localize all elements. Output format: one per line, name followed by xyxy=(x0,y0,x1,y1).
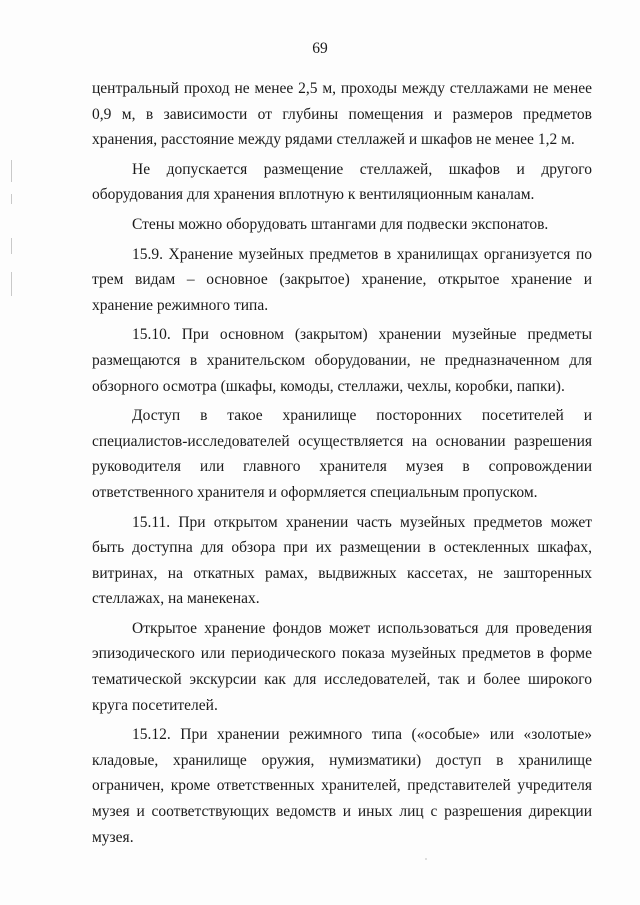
paragraph: Открытое хранение фондов может использоваться для проведения эпизодического или периодического показа музейных предметов в форме тематической экскурсии как для исследователей, так и более широкого круга посетителей. xyxy=(92,619,592,714)
scan-margin-marks xyxy=(8,160,18,300)
paragraph: Стены можно оборудовать штангами для подвески экспонатов. xyxy=(132,215,549,233)
paragraph: 15.12. При хранении режимного типа («особые» или «золотые» кладовые, хранилище оружия, нумизматики) доступ в хранилище ограничен, кроме ответственных хранителей, представителей учредителя музея и соответствующих ведомств и иных лиц с разрешения дирекции музея. xyxy=(92,726,592,846)
document-body xyxy=(92,76,592,854)
scan-speck xyxy=(425,858,427,860)
page-number: 69 xyxy=(312,40,328,57)
paragraph: Доступ в такое хранилище посторонних посетителей и специалистов-исследователей осуществляется на основании разрешения руководителя или главного хранителя музея в сопровождении ответственного хранителя и оформляется специальным пропуском. xyxy=(92,407,592,501)
paragraph: 15.11. При открытом хранении часть музейных предметов может быть доступна для обзора при их размещении в остекленных шкафах, витринах, на откатных рамах, выдвижных кассетах, не зашторенных стеллажах, на манекенах. xyxy=(92,513,592,608)
paragraph: Не допускается размещение стеллажей, шкафов и другого оборудования для хранения вплотную к вентиляционным каналам. xyxy=(92,160,592,204)
paragraph: центральный проход не менее 2,5 м, проходы между стеллажами не менее 0,9 м, в зависимости от глубины помещения и размеров предметов хранения, расстояние между рядами стеллажей и шкафов не менее 1,2 м. xyxy=(92,80,592,149)
paragraph: 15.9. Хранение музейных предметов в хранилищах организуется по трем видам – основное (закрытое) хранение, открытое хранение и хранение режимного типа. xyxy=(92,245,592,314)
paragraph: 15.10. При основном (закрытом) хранении музейные предметы размещаются в хранительском оборудовании, не предназначенном для обзорного осмотра (шкафы, комоды, стеллажи, чехлы, коробки, папки). xyxy=(92,326,592,395)
